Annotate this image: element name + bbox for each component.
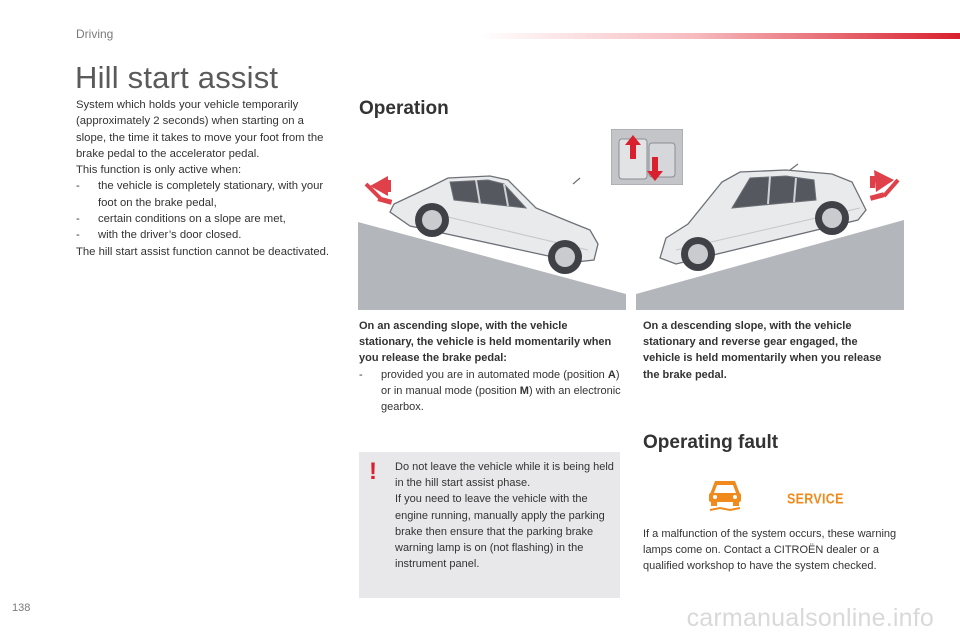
descending-caption: [643, 318, 893, 383]
intro-text: [76, 97, 332, 260]
header-accent-bar: [478, 33, 960, 39]
condition-item: - with the driver’s door closed.: [76, 229, 242, 242]
watermark: carmanualsonline.info: [686, 604, 934, 632]
hold-arrow-icon: [870, 170, 898, 201]
ascending-caption-item: - provided you are in automated mode (position A) or in manual mode (position M) with an electronic gearbox.: [359, 368, 621, 414]
condition-item: - certain conditions on a slope are met,: [76, 213, 286, 226]
ascending-slope-illustration: [358, 160, 626, 310]
fault-text: If a malfunction of the system occurs, these warning lamps come on. Contact a CITROËN dealer or a qualified workshop to have the system checked.: [643, 528, 897, 573]
section-header: Driving: [76, 27, 114, 41]
intro-conditions-lead: This function is only active when:: [76, 164, 242, 177]
ascending-caption-bold: On an ascending slope, with the vehicle stationary, the vehicle is held momentarily when you release the brake pedal:: [359, 320, 612, 365]
service-warning-lamp: SERVICE: [787, 490, 844, 508]
warning-exclamation-icon: !: [369, 458, 377, 485]
warning-text: Do not leave the vehicle while it is being held in the hill start assist phase. If you need to leave the vehicle with the engine running, manually apply the parking brake then ensure that the parking brake warning lamp is on (not flashing) in the instrument panel.: [395, 461, 614, 571]
page-number: 138: [12, 602, 31, 614]
ascending-caption: [359, 318, 621, 415]
intro-note: The hill start assist function cannot be deactivated.: [76, 245, 330, 258]
hill-assist-warning-lamp-icon: [706, 478, 744, 514]
intro-paragraph: System which holds your vehicle temporarily (approximately 2 seconds) when starting on a slope, the time it takes to move your foot from the brake pedal to the accelerator pedal.: [76, 99, 324, 160]
operation-heading: Operation: [359, 98, 449, 119]
warning-box: [359, 452, 620, 598]
hold-arrow-icon: [366, 176, 392, 205]
condition-item: - the vehicle is completely stationary, with your foot on the brake pedal,: [76, 180, 324, 209]
descending-caption-bold: On a descending slope, with the vehicle stationary and reverse gear engaged, the vehicle is held momentarily when you release the brake pedal.: [643, 320, 882, 381]
descending-slope-illustration: [636, 160, 904, 310]
page-title: Hill start assist: [75, 60, 279, 95]
operating-fault-heading: Operating fault: [643, 432, 779, 453]
